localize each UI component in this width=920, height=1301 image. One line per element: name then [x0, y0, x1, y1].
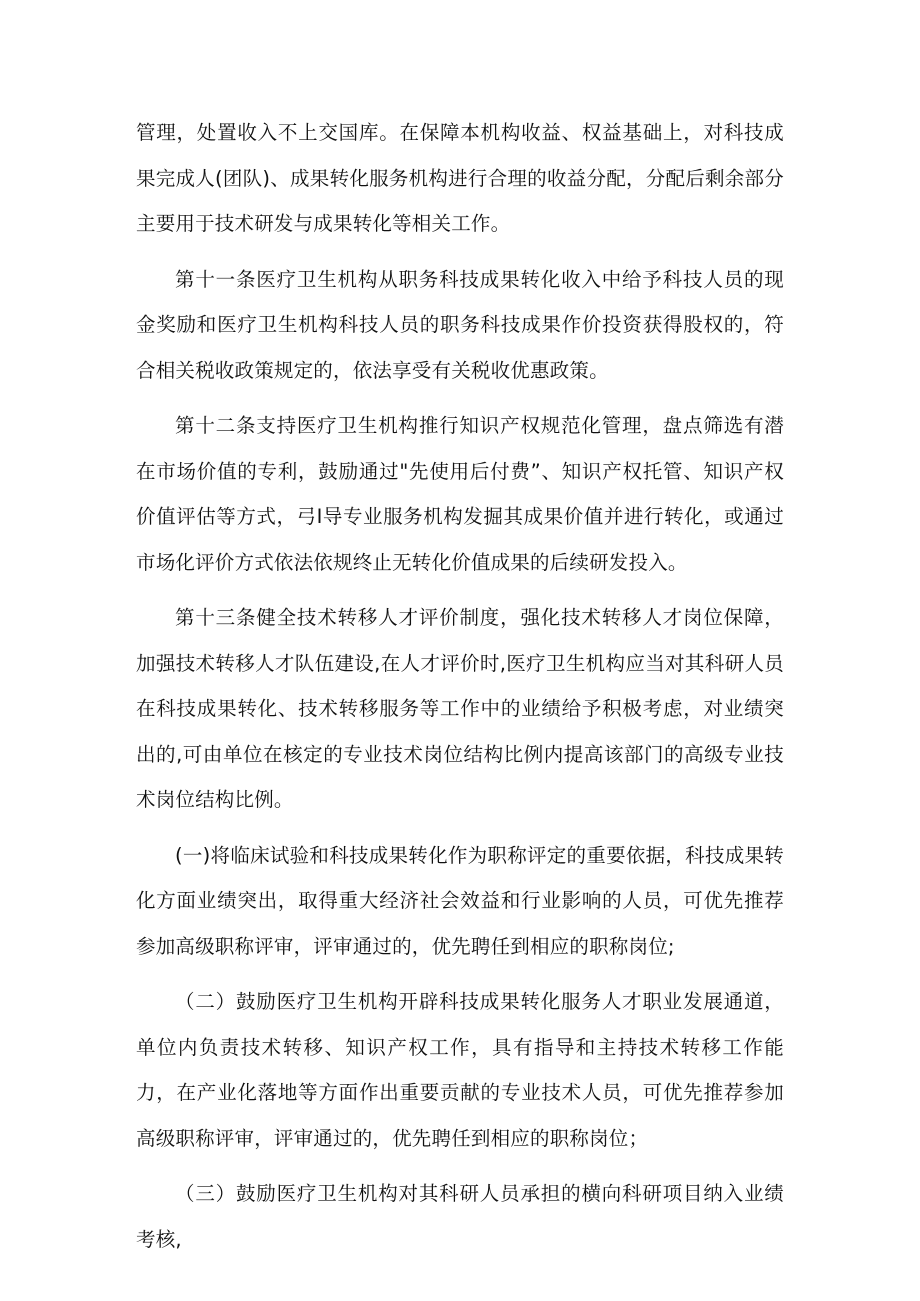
body-text: [136, 110, 784, 1272]
paragraph-item-1: (一)将临床试验和科技成果转化作为职称评定的重要依据，科技成果转化方面业绩突出，取得重大经济社会效益和行业影响的人员，可优先推荐参加高级职称评审，评审通过的，优先聘任到相应的职称岗位;: [136, 843, 784, 958]
paragraph-continuation: 管理，处置收入不上交国库。在保障本机构收益、权益基础上，对科技成果完成人(团队)、成果转化服务机构进行合理的收益分配，分配后剩余部分主要用于技术研发与成果转化等相关工作。: [136, 121, 784, 235]
paragraph-article-12: 第十二条支持医疗卫生机构推行知识产权规范化管理，盘点筛选有潜在市场价值的专利，鼓励通过"先使用后付费”、知识产权托管、知识产权价值评估等方式，弓I导专业服务机构发掘其成果价值并进行转化，或通过市场化评价方式依法依规终止无转化价值成果的后续研发投入。: [136, 414, 784, 574]
paragraph-item-2: （二）鼓励医疗卫生机构开辟科技成果转化服务人才职业发展通道，单位内负责技术转移、知识产权工作，具有指导和主持技术转移工作能力，在产业化落地等方面作出重要贡献的专业技术人员，可优先推荐参加高级职称评审，评审通过的，优先聘任到相应的职称岗位；: [136, 990, 784, 1150]
paragraph-article-13: 第十三条健全技术转移人才评价制度，强化技术转移人才岗位保障，加强技术转移人才队伍建设,在人才评价时,医疗卫生机构应当对其科研人员在科技成果转化、技术转移服务等工作中的业绩给予积极考虑，对业绩突出的,可由单位在核定的专业技术岗位结构比例内提高该部门的高级专业技术岗位结构比例。: [136, 606, 784, 811]
paragraph-item-3: （三）鼓励医疗卫生机构对其科研人员承担的横向科研项目纳入业绩考核,: [136, 1182, 784, 1251]
paragraph-article-11: 第十一条医疗卫生机构从职务科技成果转化收入中给予科技人员的现金奖励和医疗卫生机构科技人员的职务科技成果作价投资获得股权的，符合相关税收政策规定的，依法享受有关税收优惠政策。: [136, 267, 784, 382]
